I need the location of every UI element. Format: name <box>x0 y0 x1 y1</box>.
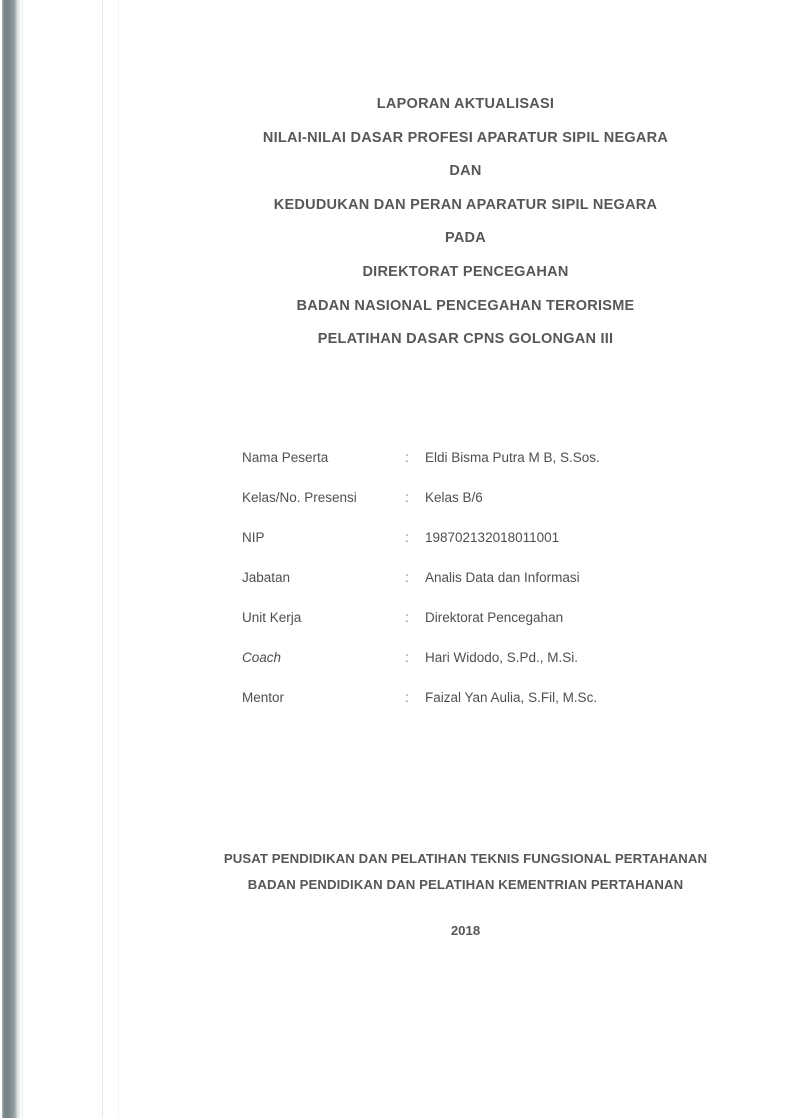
detail-label: Coach <box>242 650 282 665</box>
detail-label: Unit Kerja <box>242 610 302 625</box>
detail-separator: : <box>405 530 409 545</box>
detail-label: Mentor <box>242 690 285 705</box>
detail-row-unit-kerja <box>242 610 762 650</box>
detail-row-jabatan <box>242 570 762 610</box>
detail-label: Kelas/No. Presensi <box>242 490 357 505</box>
detail-separator: : <box>405 490 409 505</box>
scan-artifact-line-1 <box>22 0 23 1118</box>
cover-title-block <box>120 88 811 357</box>
publication-year: 2018 <box>450 923 481 938</box>
detail-label: Nama Peserta <box>242 450 329 465</box>
scanner-edge-falloff <box>18 0 21 1118</box>
cover-footer-block <box>120 846 811 941</box>
detail-separator: : <box>405 570 409 585</box>
detail-value: Kelas B/6 <box>425 490 483 505</box>
detail-separator: : <box>405 690 409 705</box>
title-line: NILAI-NILAI DASAR PROFESI APARATUR SIPIL NEGARA <box>262 129 669 146</box>
page-content <box>120 0 811 1118</box>
detail-value: Faizal Yan Aulia, S.Fil, M.Sc. <box>425 690 598 705</box>
detail-separator: : <box>405 610 409 625</box>
title-line: DIREKTORAT PENCEGAHAN <box>362 263 569 280</box>
scan-artifact-line-3 <box>118 0 119 1118</box>
title-line: PADA <box>444 230 486 247</box>
detail-separator: : <box>405 650 409 665</box>
detail-value: Eldi Bisma Putra M B, S.Sos. <box>425 450 600 465</box>
detail-label: NIP <box>242 530 265 545</box>
detail-row-mentor <box>242 690 762 730</box>
detail-label: Jabatan <box>242 570 291 585</box>
footer-line: PUSAT PENDIDIKAN DAN PELATIHAN TEKNIS FUNGSIONAL PERTAHANAN <box>223 851 708 866</box>
title-line: BADAN NASIONAL PENCEGAHAN TERORISME <box>296 297 635 314</box>
detail-row-nip <box>242 530 762 570</box>
detail-row-coach <box>242 650 762 690</box>
detail-value: Hari Widodo, S.Pd., M.Si. <box>425 650 579 665</box>
detail-row-nama-peserta <box>242 450 762 490</box>
scanner-edge-shadow <box>2 0 18 1118</box>
title-line: DAN <box>449 163 482 180</box>
title-line: PELATIHAN DASAR CPNS GOLONGAN III <box>317 331 614 348</box>
participant-details-list <box>242 450 762 730</box>
title-line: KEDUDUKAN DAN PERAN APARATUR SIPIL NEGARA <box>273 196 658 213</box>
detail-separator: : <box>405 450 409 465</box>
footer-line: BADAN PENDIDIKAN DAN PELATIHAN KEMENTRIAN PERTAHANAN <box>247 877 684 892</box>
detail-value: Direktorat Pencegahan <box>425 610 564 625</box>
detail-value: 198702132018011001 <box>425 530 560 545</box>
detail-row-kelas-no-presensi <box>242 490 762 530</box>
detail-value: Analis Data dan Informasi <box>425 570 580 585</box>
scan-artifact-line-2 <box>102 0 103 1118</box>
title-line: LAPORAN AKTUALISASI <box>376 96 555 112</box>
